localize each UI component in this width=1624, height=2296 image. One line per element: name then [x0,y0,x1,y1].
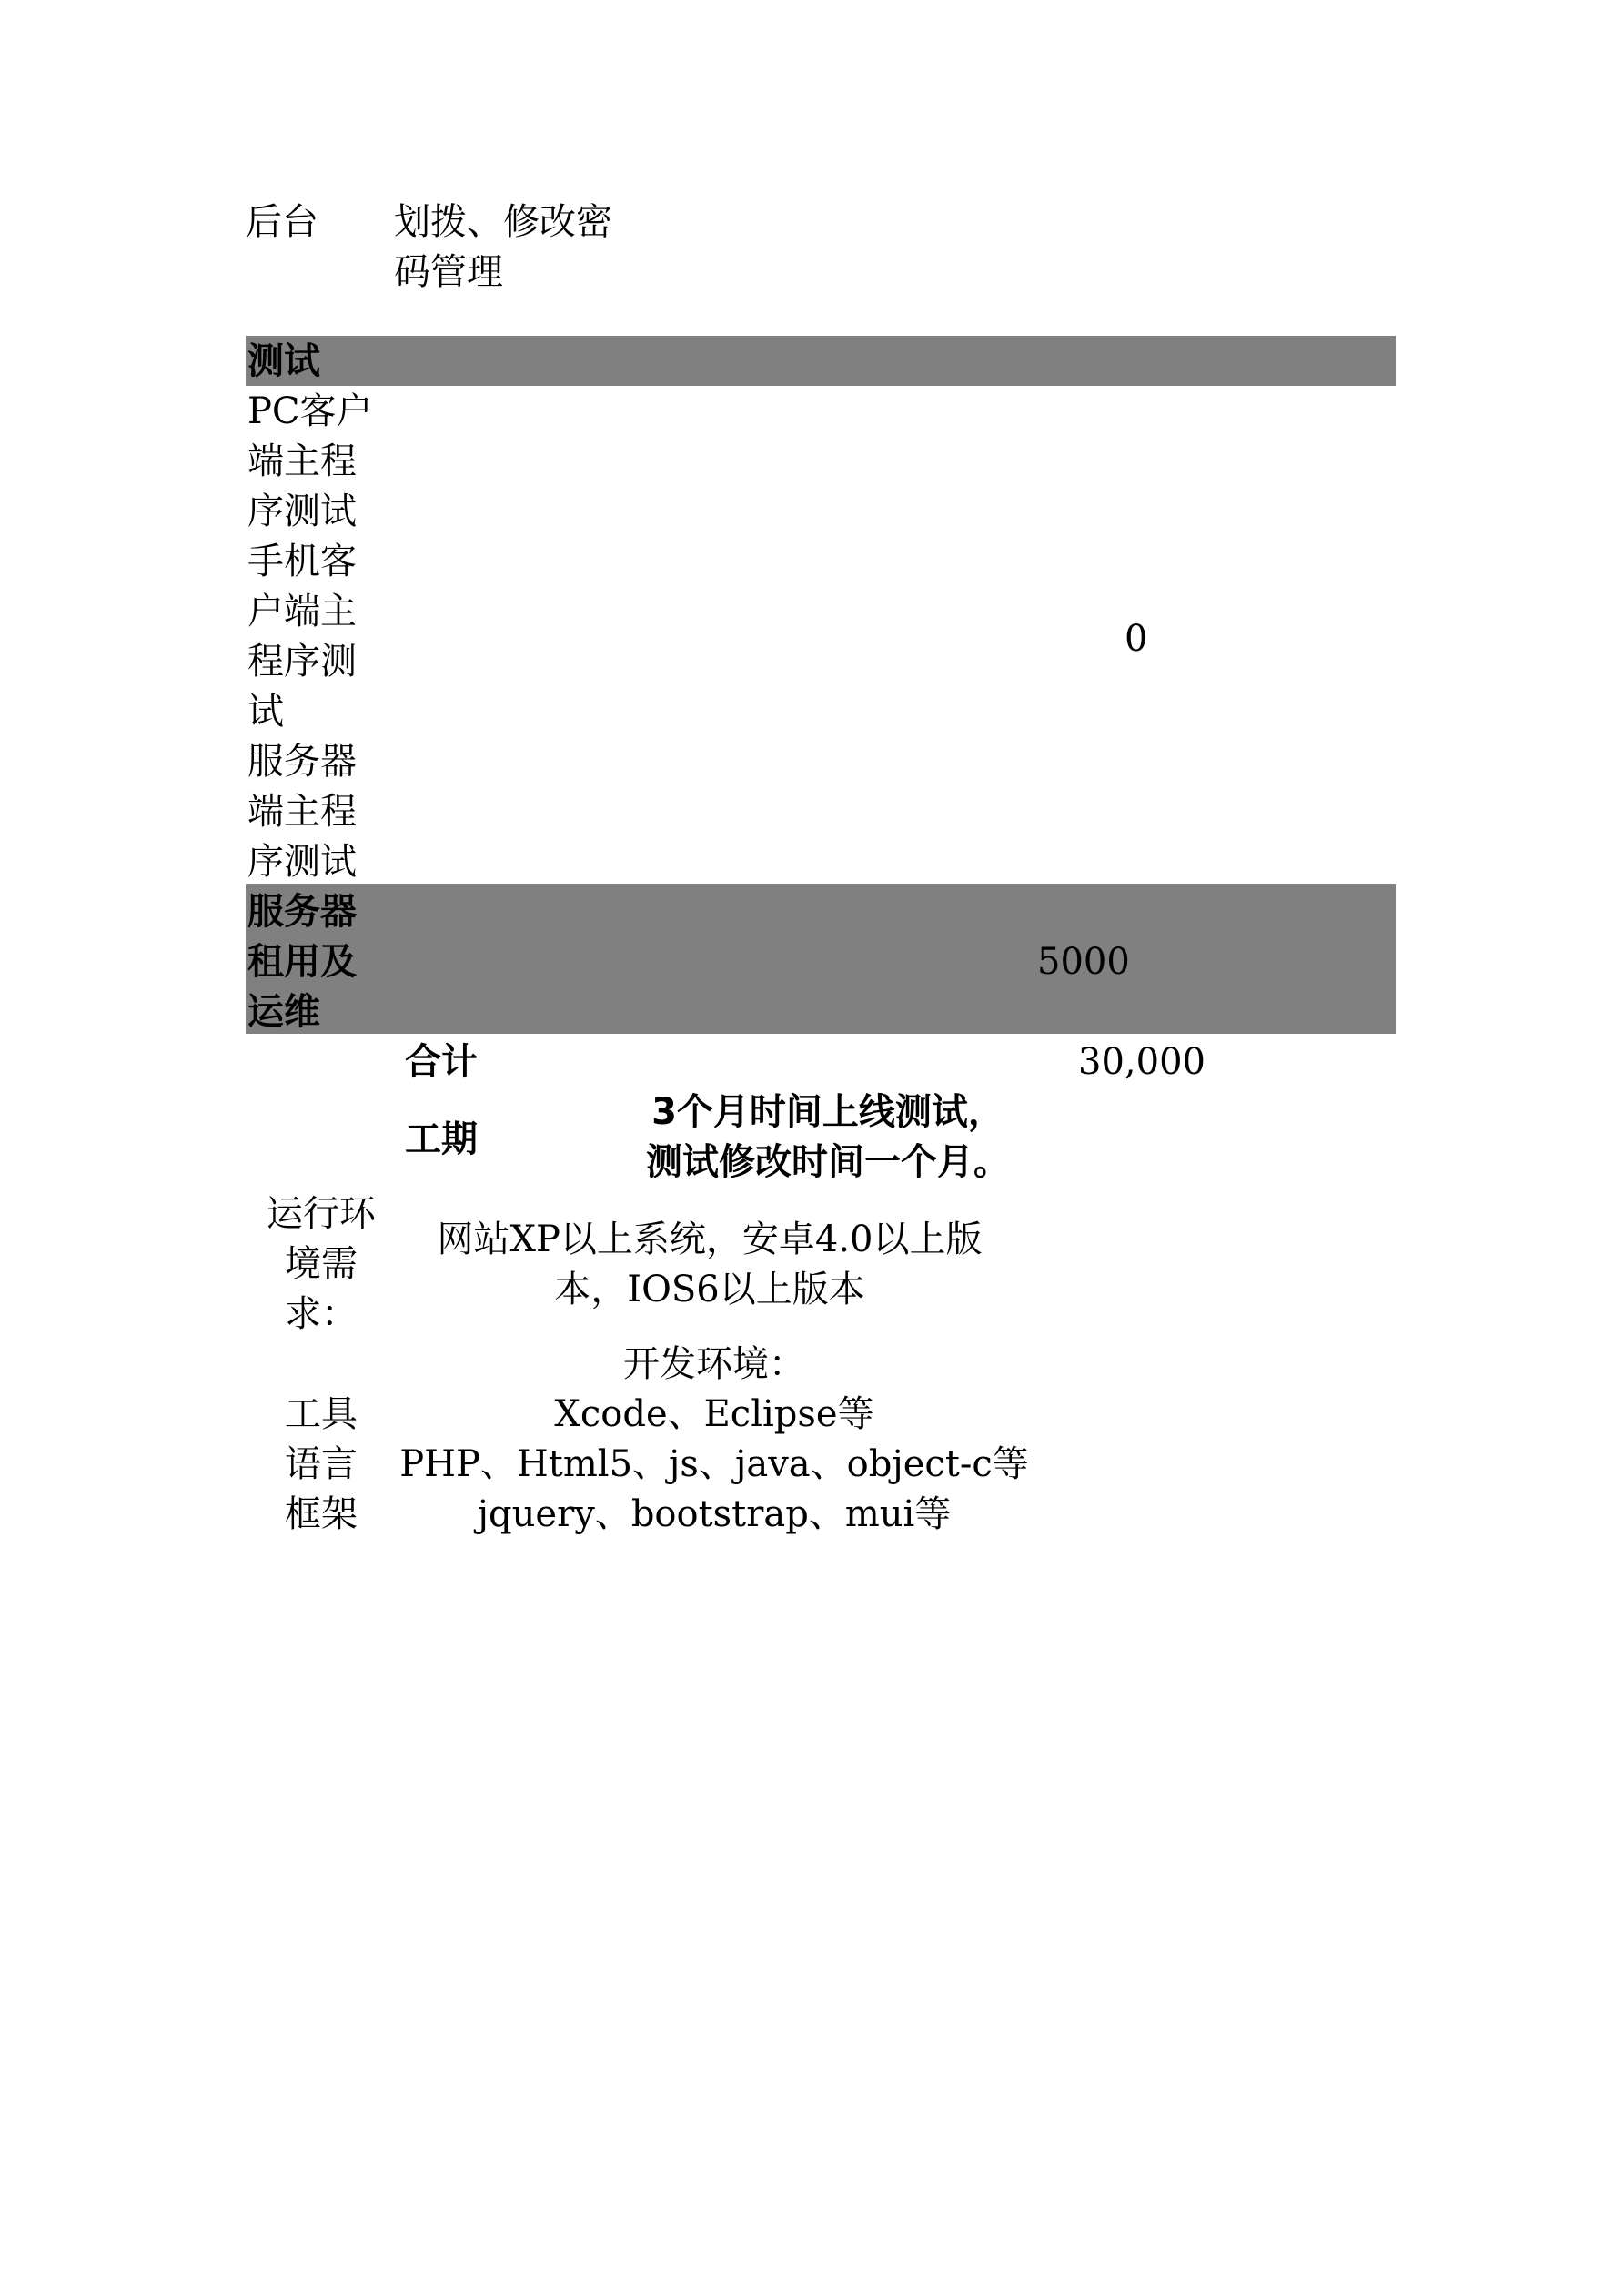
tools-label [253,1390,389,1540]
server-label-line: 运维 [247,991,320,1033]
total-label: 合计 [405,1041,478,1083]
testing-header: 测试 [247,340,320,382]
runtime-value-line: 网站XP以上系统，安卓4.0以上版 [437,1219,983,1260]
testing-item-line: 序测试 [247,491,357,532]
testing-item-line: 服务器 [247,741,357,783]
runtime-label-line: 境需 [285,1243,358,1285]
tools-value-line: PHP、Html5、js、java、object-c等 [399,1443,1029,1485]
backend-desc-line-1: 划拨、修改密 [394,201,612,243]
total-value: 30,000 [1078,1041,1205,1083]
backend-desc-line-2: 码管理 [394,251,503,293]
runtime-label-line: 运行环 [267,1193,376,1235]
testing-items [247,387,373,887]
testing-header-band [246,336,1396,386]
period-value-line: 3个月时间上线测试， [651,1091,1004,1133]
testing-item-line: 户端主 [247,591,357,632]
tools-value-line: Xcode、Eclipse等 [554,1393,874,1435]
tools-value-line: jquery、bootstrap、mui等 [477,1493,952,1535]
testing-item-line: 手机客 [247,541,357,582]
tools-value [378,1340,1051,1540]
server-label [247,887,357,1037]
testing-item-line: 端主程 [247,440,357,482]
testing-item-line: PC客户 [247,390,373,432]
runtime-value-line: 本，IOS6以上版本 [554,1269,865,1310]
testing-cost: 0 [1125,618,1148,660]
backend-label: 后台 [246,201,318,243]
period-label: 工期 [405,1118,478,1160]
runtime-value [391,1215,1028,1315]
tools-label-line: 框架 [285,1493,358,1535]
server-label-line: 服务器 [247,891,357,933]
backend-description [394,197,612,298]
server-label-line: 租用及 [247,941,357,983]
runtime-label-line: 求： [285,1293,358,1335]
testing-item-line: 程序测 [247,641,357,683]
runtime-label [253,1189,389,1340]
server-row-band [246,884,1396,1034]
testing-item-line: 试 [247,691,284,733]
testing-item-line: 序测试 [247,841,357,883]
tools-label-line: 语言 [285,1443,358,1485]
server-cost: 5000 [1037,941,1130,983]
testing-item-line: 端主程 [247,791,357,833]
tools-value-line: 开发环境： [623,1343,805,1385]
period-value [628,1087,1028,1188]
tools-label-line: 工具 [285,1393,358,1435]
period-value-line: 测试修改时间一个月。 [646,1141,1010,1183]
